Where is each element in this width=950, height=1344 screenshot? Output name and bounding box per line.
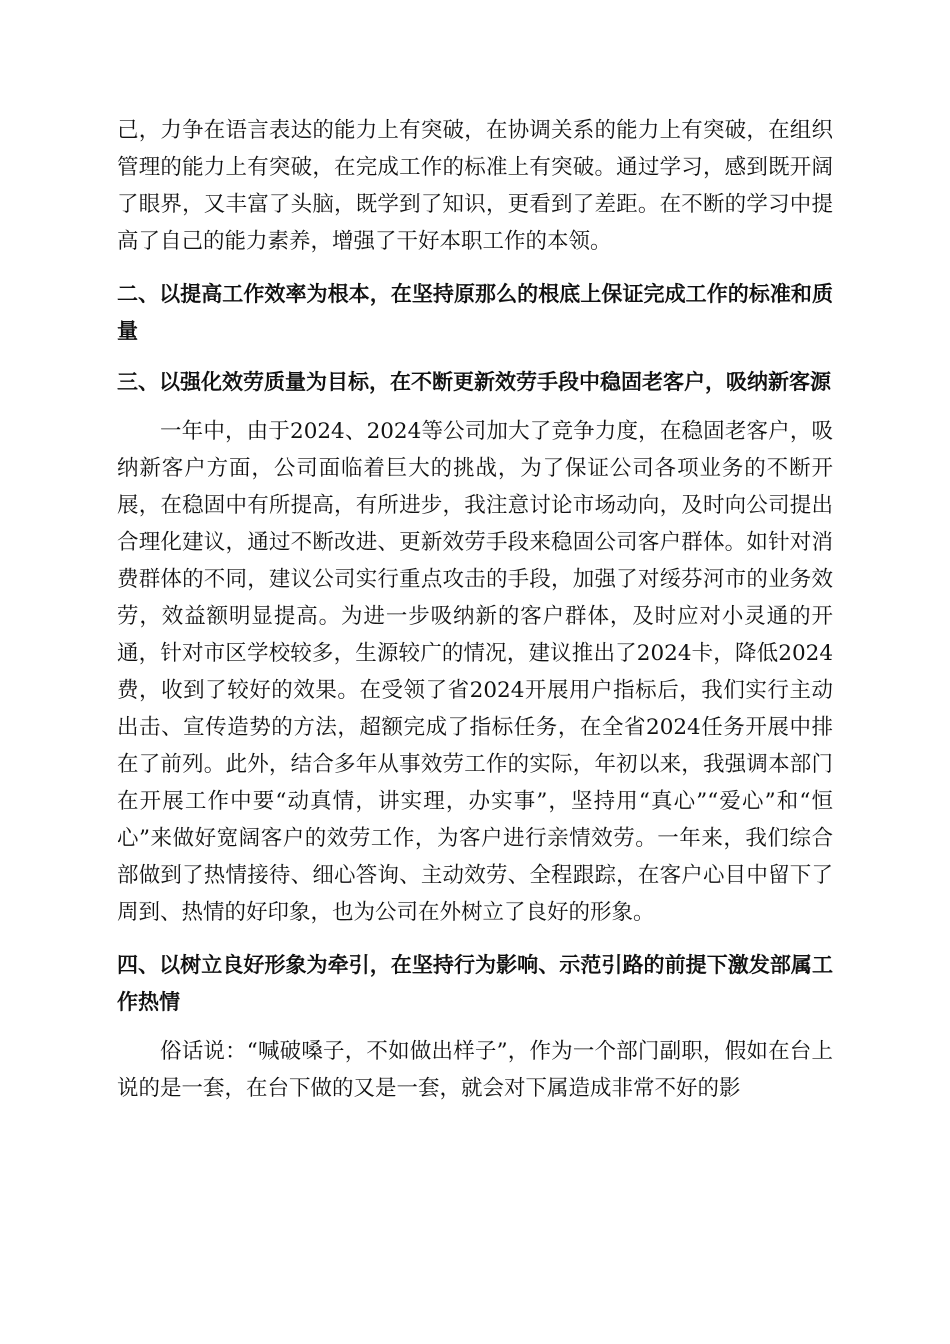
section-3-paragraph: 一年中，由于2024、2024等公司加大了竞争力度，在稳固老客户，吸纳新客户方面，公司面临着巨大的挑战，为了保证公司各项业务的不断开展，在稳固中有所提高，有所进步，我注意讨论市场动向，及时向公司提出合理化建议，通过不断改进、更新效劳手段来稳固公司客户群体。如针对消费群体的不同，建议公司实行重点攻击的手段，加强了对绥芬河市的业务效劳，效益额明显提高。为进一步吸纳新的客户群体，及时应对小灵通的开通，针对市区学校较多，生源较广的情况，建议推出了2024卡，降低2024费，收到了较好的效果。在受领了省2024开展用户指标后，我们实行主动出击、宣传造势的方法，超额完成了指标任务，在全省2024任务开展中排在了前列。此外，结合多年从事效劳工作的实际，年初以来，我强调本部门在开展工作中要“动真情，讲实理，办实事”，坚持用“真心”“爱心”和“恒心”来做好宽阔客户的效劳工作，为客户进行亲情效劳。一年来，我们综合部做到了热情接待、细心答询、主动效劳、全程跟踪，在客户心目中留下了周到、热情的好印象，也为公司在外树立了良好的形象。 xyxy=(117,419,833,925)
section-heading-2: 二、以提高工作效率为根本，在坚持原那么的根底上保证完成工作的标准和质量 xyxy=(117,282,833,343)
section-heading-4: 四、以树立良好形象为牵引，在坚持行为影响、示范引路的前提下激发部属工作热情 xyxy=(117,953,833,1014)
section-heading-3: 三、以强化效劳质量为目标，在不断更新效劳手段中稳固老客户，吸纳新客源 xyxy=(117,370,831,394)
document-page xyxy=(117,112,833,1107)
section-4-paragraph: 俗话说：“喊破嗓子，不如做出样子”，作为一个部门副职，假如在台上说的是一套，在台下做的又是一套，就会对下属造成非常不好的影 xyxy=(117,1039,833,1101)
intro-paragraph: 己，力争在语言表达的能力上有突破，在协调关系的能力上有突破，在组织管理的能力上有突破，在完成工作的标准上有突破。通过学习，感到既开阔了眼界，又丰富了头脑，既学到了知识，更看到了差距。在不断的学习中提高了自己的能力素养，增强了干好本职工作的本领。 xyxy=(117,118,833,254)
